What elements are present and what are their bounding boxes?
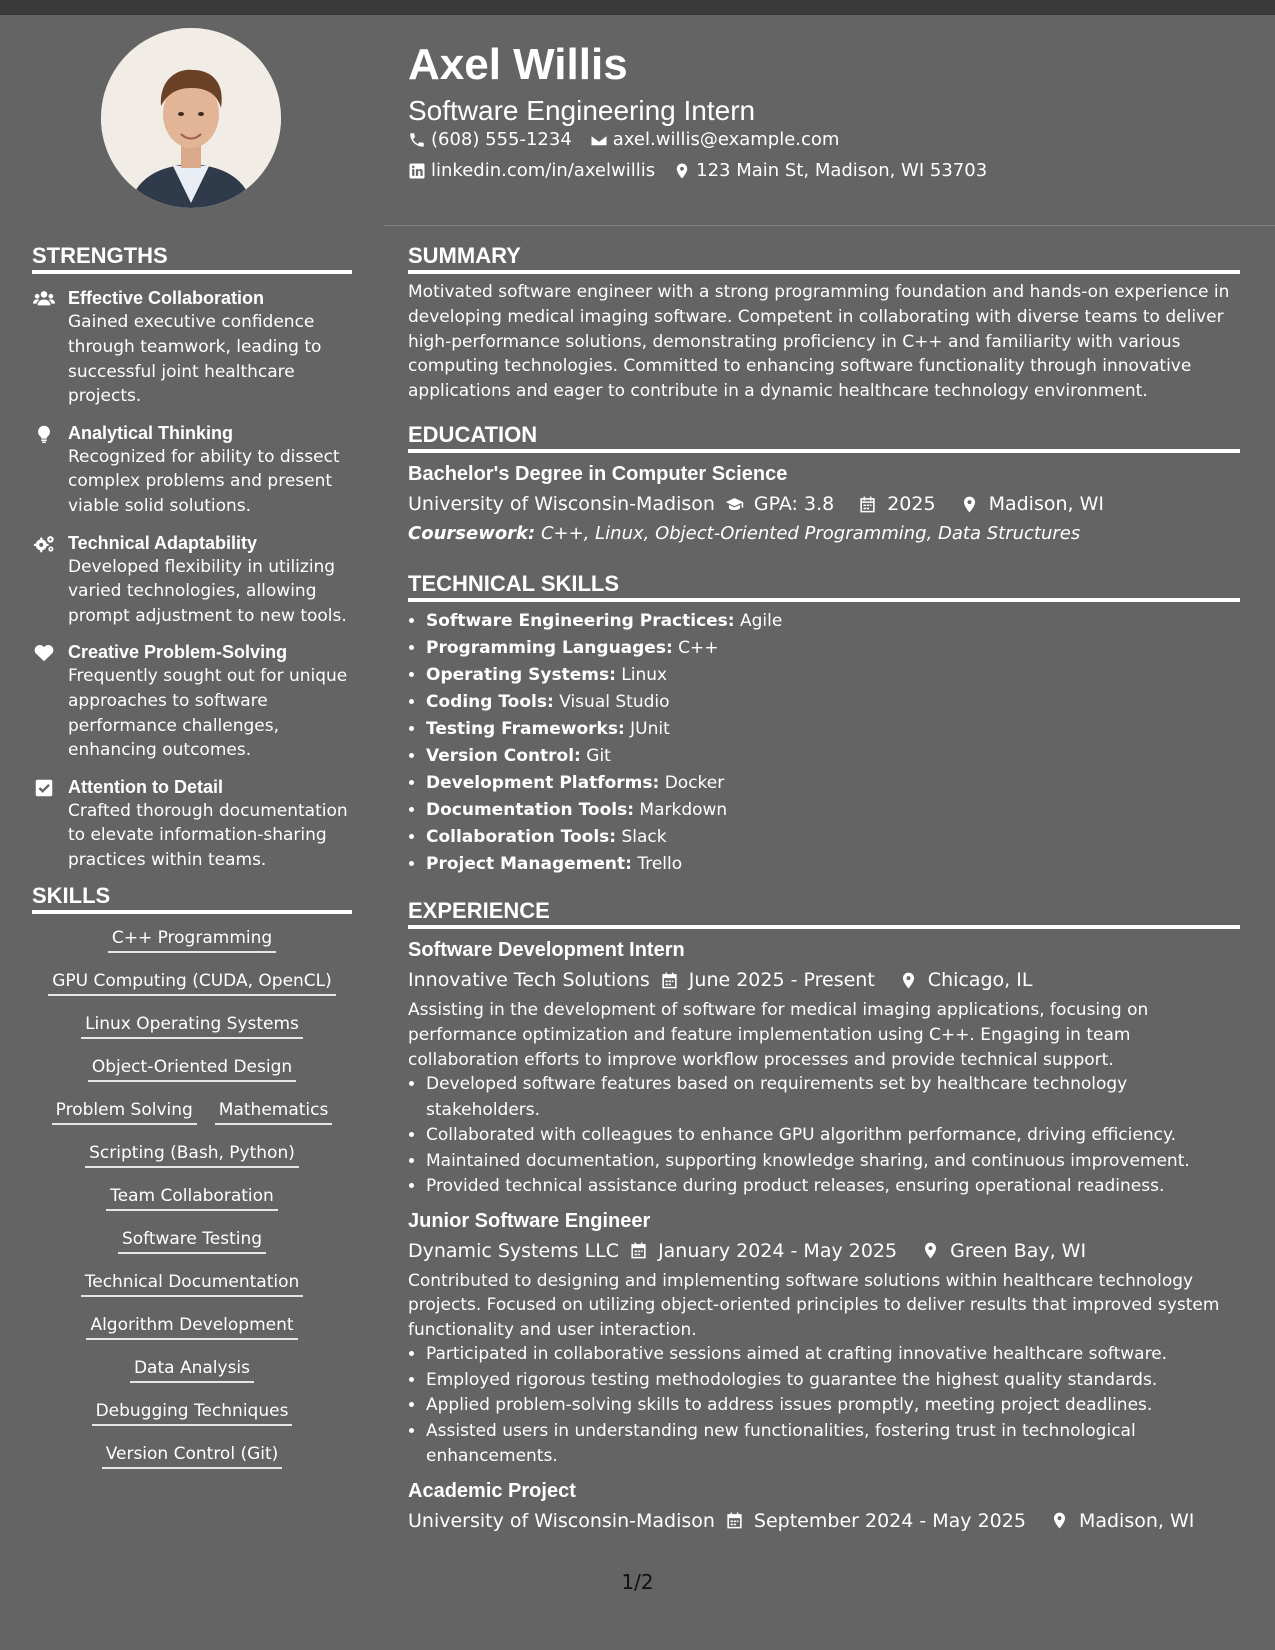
job-bullets <box>408 1342 1240 1470</box>
job-bullets <box>408 1072 1240 1200</box>
job-meta <box>408 1507 1240 1535</box>
skill-chip: Object-Oriented Design <box>88 1055 296 1082</box>
email-contact[interactable] <box>590 129 840 150</box>
technical-skills-section <box>408 571 1240 877</box>
skill-chip: Mathematics <box>215 1098 333 1125</box>
strength-item <box>32 531 352 629</box>
tech-skill-item: • Operating Systems: Linux <box>426 662 1240 689</box>
linkedin-icon <box>408 162 426 180</box>
address-text: 123 Main St, Madison, WI 53703 <box>696 160 988 181</box>
gears-icon <box>33 534 55 554</box>
lightbulb-icon <box>33 424 55 444</box>
envelope-icon <box>590 131 608 149</box>
summary-section <box>408 243 1240 403</box>
profile-photo <box>101 28 281 208</box>
avatar <box>101 28 281 208</box>
skill-chip: Data Analysis <box>130 1356 254 1383</box>
tech-skill-item: • Coding Tools: Visual Studio <box>426 689 1240 716</box>
strength-title: Attention to Detail <box>68 776 223 797</box>
job-location: Madison, WI <box>1078 1509 1195 1532</box>
job-entry <box>408 1208 1240 1470</box>
strength-desc: Developed flexibility in utilizing varied technologies, allowing prompt adjustment to new tools. <box>68 556 347 626</box>
strength-desc: Recognized for ability to dissect complex problems and present viable solid solutions. <box>68 446 340 516</box>
skill-chip: Scripting (Bash, Python) <box>85 1141 299 1168</box>
strength-title: Creative Problem-Solving <box>68 642 288 663</box>
strength-item <box>32 421 352 519</box>
job-title: Academic Project <box>408 1479 576 1502</box>
tech-skill-item: • Development Platforms: Docker <box>426 770 1240 797</box>
technical-skills-title: TECHNICAL SKILLS <box>408 571 1240 602</box>
strengths-title: STRENGTHS <box>32 243 352 274</box>
phone-contact[interactable] <box>408 129 572 150</box>
strength-desc: Gained executive confidence through teamwork, leading to successful joint healthcare projects. <box>68 312 322 407</box>
top-bar <box>0 0 1275 15</box>
strengths-section <box>32 243 352 872</box>
phone-text: (608) 555-1234 <box>431 129 572 150</box>
job-bullet: • Collaborated with colleagues to enhance GPU algorithm performance, driving efficiency. <box>426 1123 1240 1149</box>
map-pin-icon <box>899 971 918 990</box>
coursework-label: Coursework: <box>408 523 536 545</box>
strength-item <box>32 775 352 873</box>
linkedin-text: linkedin.com/in/axelwillis <box>431 160 656 181</box>
job-dates: January 2024 - May 2025 <box>658 1239 898 1262</box>
strength-title: Effective Collaboration <box>68 288 265 309</box>
phone-icon <box>408 131 426 149</box>
education-title: EDUCATION <box>408 422 1240 453</box>
calendar-icon <box>725 1511 744 1530</box>
page-number: 1/2 <box>621 1570 654 1594</box>
skill-chip: C++ Programming <box>108 926 276 953</box>
education-location: Madison, WI <box>988 493 1104 516</box>
skill-chip: Technical Documentation <box>81 1270 304 1297</box>
users-icon <box>33 289 55 309</box>
skill-chip: Problem Solving <box>52 1098 197 1125</box>
tech-skill-item: • Software Engineering Practices: Agile <box>426 608 1240 635</box>
job-bullet: • Maintained documentation, supporting knowledge sharing, and continuous improvement. <box>426 1149 1240 1175</box>
tech-skill-item: • Collaboration Tools: Slack <box>426 824 1240 851</box>
coursework-line <box>408 520 1240 548</box>
calendar-icon <box>629 1241 648 1260</box>
skills-section <box>32 883 352 1485</box>
strength-desc: Crafted thorough documentation to elevate information-sharing practices within teams. <box>68 800 348 870</box>
skill-chip: Algorithm Development <box>86 1313 297 1340</box>
gpa-text: GPA: 3.8 <box>753 493 835 516</box>
skill-chip: Software Testing <box>118 1227 266 1254</box>
company-name: Innovative Tech Solutions <box>408 969 650 992</box>
strength-desc: Frequently sought out for unique approaches to software performance challenges, enhancing outcomes. <box>68 666 348 761</box>
candidate-role: Software Engineering Intern <box>408 95 756 126</box>
job-meta <box>408 1237 1240 1265</box>
job-bullet: • Participated in collaborative sessions aimed at crafting innovative healthcare software. <box>426 1342 1240 1368</box>
job-bullet: • Developed software features based on requirements set by healthcare technology stakeholders. <box>426 1072 1240 1123</box>
technical-skills-list <box>408 608 1240 877</box>
skills-title: SKILLS <box>32 883 352 914</box>
checkbox-icon <box>33 778 55 798</box>
address-contact <box>673 160 987 181</box>
skill-chip: Debugging Techniques <box>92 1399 293 1426</box>
skills-list <box>32 926 352 1469</box>
experience-title: EXPERIENCE <box>408 898 1240 929</box>
map-pin-icon <box>1050 1511 1069 1530</box>
tech-skill-item: • Programming Languages: C++ <box>426 635 1240 662</box>
email-text: axel.willis@example.com <box>612 129 840 150</box>
job-description: Contributed to designing and implementing software solutions within healthcare technology projects. Focused on utilizing object-oriented principles to deliver results that improved system functionality and user interaction. <box>408 1270 1220 1340</box>
candidate-name: Axel Willis <box>408 40 628 89</box>
strength-title: Analytical Thinking <box>68 422 234 443</box>
job-entry <box>408 1478 1240 1535</box>
coursework-text: C++, Linux, Object-Oriented Programming, Data Structures <box>540 523 1081 545</box>
job-bullet: • Employed rigorous testing methodologies to guarantee the highest quality standards. <box>426 1368 1240 1394</box>
school-name: University of Wisconsin-Madison <box>408 493 715 516</box>
contact-row-2 <box>408 160 987 181</box>
skill-chip: Team Collaboration <box>106 1184 278 1211</box>
job-meta <box>408 966 1240 994</box>
calendar-icon <box>858 495 877 514</box>
company-name: University of Wisconsin-Madison <box>408 1509 715 1532</box>
map-pin-icon <box>921 1241 940 1260</box>
skill-chip: Linux Operating Systems <box>81 1012 303 1039</box>
skill-chip: GPU Computing (CUDA, OpenCL) <box>48 969 336 996</box>
summary-title: SUMMARY <box>408 243 1240 274</box>
job-title: Software Development Intern <box>408 939 685 962</box>
education-section <box>408 422 1240 548</box>
tech-skill-item: • Documentation Tools: Markdown <box>426 797 1240 824</box>
graduation-year: 2025 <box>887 493 936 516</box>
tech-skill-item: • Version Control: Git <box>426 743 1240 770</box>
job-bullet: • Provided technical assistance during product releases, ensuring operational readiness. <box>426 1174 1240 1200</box>
job-dates: June 2025 - Present <box>688 969 875 992</box>
degree-title: Bachelor's Degree in Computer Science <box>408 463 788 486</box>
header-divider <box>383 225 1275 226</box>
strength-title: Technical Adaptability <box>68 532 258 553</box>
tech-skill-item: • Testing Frameworks: JUnit <box>426 716 1240 743</box>
job-location: Chicago, IL <box>927 969 1033 992</box>
strength-item <box>32 640 352 762</box>
summary-text: Motivated software engineer with a strong programming foundation and hands-on experience in developing medical imaging software. Competent in collaborating with diverse teams to deliver high-performance solutions, demonstrating proficiency in C++ and familiarity with various computing technologies. Committed to enhancing software functionality through innovative applications and eager to contribute in a dynamic healthcare technology environment. <box>408 282 1230 401</box>
map-pin-icon <box>673 162 691 180</box>
skill-chip: Version Control (Git) <box>102 1442 283 1469</box>
company-name: Dynamic Systems LLC <box>408 1239 620 1262</box>
education-meta <box>408 490 1240 518</box>
experience-section <box>408 898 1240 1535</box>
job-bullet: • Assisted users in understanding new functionalities, fostering trust in technological enhancements. <box>426 1419 1240 1470</box>
calendar-icon <box>660 971 679 990</box>
heart-icon <box>33 643 55 663</box>
job-title: Junior Software Engineer <box>408 1209 651 1232</box>
linkedin-contact[interactable] <box>408 160 655 181</box>
job-entry <box>408 937 1240 1199</box>
strength-item <box>32 286 352 408</box>
contact-row-1 <box>408 129 839 150</box>
job-location: Green Bay, WI <box>950 1239 1087 1262</box>
job-dates: September 2024 - May 2025 <box>753 1509 1026 1532</box>
job-description: Assisting in the development of software for medical imaging applications, focusing on performance optimization and feature implementation using C++. Engaging in team collaboration efforts to improve workflow processes and provide technical support. <box>408 1000 1149 1070</box>
tech-skill-item: • Project Management: Trello <box>426 851 1240 878</box>
map-pin-icon <box>960 495 979 514</box>
graduation-cap-icon <box>725 495 744 514</box>
job-bullet: • Applied problem-solving skills to address issues promptly, meeting project deadlines. <box>426 1393 1240 1419</box>
